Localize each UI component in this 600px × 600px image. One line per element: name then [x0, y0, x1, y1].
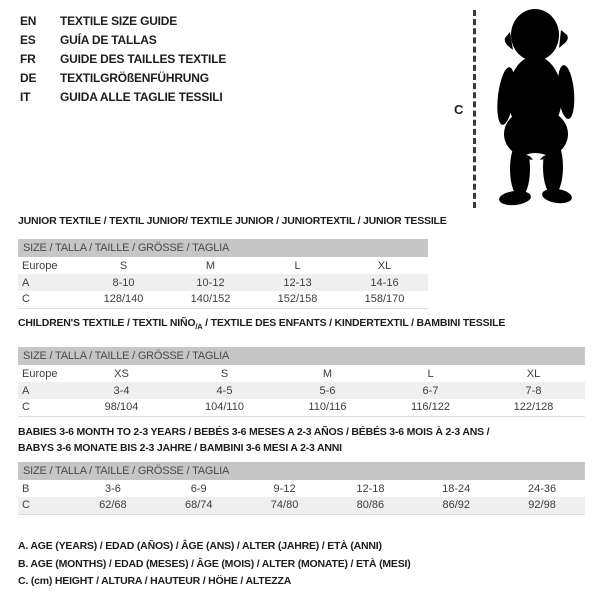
row-label: C: [22, 401, 30, 414]
title-text: / TEXTILE DES ENFANTS / KINDERTEXTIL / BAMBINI TESSILE: [202, 317, 506, 329]
size-value-cell: XL: [377, 259, 392, 272]
junior-textile-section: [18, 215, 447, 309]
size-value-cell: 14-16: [370, 276, 399, 289]
table-row: [18, 365, 585, 382]
section-title: JUNIOR TEXTILE / TEXTIL JUNIOR/ TEXTILE JUNIOR / JUNIORTEXTIL / JUNIOR TESSILE: [18, 215, 447, 227]
size-value-cell: 12-18: [356, 482, 385, 495]
table-row: [18, 480, 585, 497]
table-row: [18, 274, 428, 291]
size-value-cell: 9-12: [273, 482, 296, 495]
size-value-cell: 8-10: [112, 276, 135, 289]
language-label: TEXTILGRÖßENFÜHRUNG: [60, 71, 209, 85]
footnotes: [18, 538, 411, 591]
size-value-cell: 128/140: [103, 293, 144, 306]
size-value-cell: 6-7: [422, 384, 439, 397]
size-value-cell: 140/152: [190, 293, 231, 306]
row-label: Europe: [22, 367, 58, 380]
language-code: EN: [20, 14, 37, 28]
size-value-cell: 4-5: [216, 384, 233, 397]
size-value-cell: 152/158: [277, 293, 318, 306]
table-row: [18, 399, 585, 416]
size-value-cell: XL: [526, 367, 541, 380]
size-value-cell: 98/104: [104, 401, 139, 414]
size-value-cell: 24-36: [528, 482, 557, 495]
size-value-cell: 10-12: [196, 276, 225, 289]
language-row-en: [20, 12, 226, 31]
language-code: IT: [20, 90, 31, 104]
footnote-c: C. (cm) HEIGHT / ALTURA / HAUTEUR / HÖHE / ALTEZZA: [18, 575, 292, 587]
row-label: C: [22, 499, 30, 512]
row-label: B: [22, 482, 30, 495]
title-subscript: /A: [195, 322, 203, 332]
size-value-cell: 3-6: [104, 482, 121, 495]
row-label: A: [22, 276, 30, 289]
height-measure-label: C: [454, 102, 464, 117]
height-measure-dashed-line: [473, 10, 476, 208]
size-value-cell: 62/68: [99, 499, 127, 512]
table-row: [18, 291, 428, 308]
size-value-cell: 80/86: [356, 499, 385, 512]
size-value-cell: 3-4: [113, 384, 130, 397]
footnote-a: A. AGE (YEARS) / EDAD (AÑOS) / ÂGE (ANS) / ALTER (JAHRE) / ETÀ (ANNI): [18, 540, 382, 552]
size-value-cell: S: [220, 367, 229, 380]
language-code: DE: [20, 71, 37, 85]
size-value-cell: 104/110: [205, 401, 244, 414]
row-label: Europe: [22, 259, 58, 272]
size-value-cell: 68/74: [184, 499, 213, 512]
row-label: C: [22, 293, 30, 306]
measurement-figure: [450, 4, 598, 216]
title-line-1: BABIES 3-6 MONTH TO 2-3 YEARS / BEBÉS 3-6 MESES A 2-3 AÑOS / BÉBÉS 3-6 MOIS À 2-3 ANS /: [18, 426, 490, 438]
table-row: [18, 382, 585, 399]
language-label: GUÍA DE TALLAS: [60, 33, 157, 47]
size-header-bar: SIZE / TALLA / TAILLE / GRÖSSE / TAGLIA: [18, 347, 585, 365]
size-value-cell: 86/92: [442, 499, 470, 512]
section-title: [18, 317, 585, 333]
size-value-cell: L: [427, 367, 434, 380]
table-row: [18, 497, 585, 514]
size-value-cell: 12-13: [283, 276, 312, 289]
size-value-cell: 158/170: [364, 293, 405, 306]
size-value-cell: 5-6: [319, 384, 336, 397]
junior-size-table: [18, 257, 428, 309]
language-row-it: [20, 88, 226, 107]
size-value-cell: M: [205, 259, 216, 272]
language-code: ES: [20, 33, 36, 47]
size-value-cell: 7-8: [525, 384, 542, 397]
language-row-es: [20, 31, 226, 50]
size-value-cell: 6-9: [190, 482, 207, 495]
language-list: [20, 12, 226, 107]
table-row: [18, 257, 428, 274]
size-value-cell: 122/128: [513, 401, 554, 414]
language-label: GUIDE DES TAILLES TEXTILE: [60, 52, 227, 66]
title-text: CHILDREN'S TEXTILE / TEXTIL NIÑO: [18, 317, 196, 329]
size-value-cell: 92/98: [528, 499, 556, 512]
language-row-fr: [20, 50, 226, 69]
language-row-de: [20, 69, 226, 88]
size-header-bar: SIZE / TALLA / TAILLE / GRÖSSE / TAGLIA: [18, 239, 428, 257]
size-value-cell: M: [322, 367, 333, 380]
size-value-cell: S: [119, 259, 128, 272]
size-value-cell: XS: [114, 367, 129, 380]
size-value-cell: L: [294, 259, 301, 272]
size-value-cell: 74/80: [270, 499, 299, 512]
toddler-silhouette-image: [482, 4, 594, 212]
size-value-cell: 110/116: [308, 401, 347, 414]
title-line-2: BABYS 3-6 MONATE BIS 2-3 JAHRE / BAMBINI 3-6 MESI A 2-3 ANNI: [18, 442, 342, 454]
size-header-bar: SIZE / TALLA / TAILLE / GRÖSSE / TAGLIA: [18, 462, 585, 480]
row-label: A: [22, 384, 30, 397]
language-code: FR: [20, 52, 36, 66]
babies-size-table: [18, 480, 585, 515]
language-label: GUIDA ALLE TAGLIE TESSILI: [60, 90, 223, 104]
children-size-table: [18, 365, 585, 417]
size-value-cell: 116/122: [411, 401, 450, 414]
children-textile-section: [18, 317, 585, 417]
language-label: TEXTILE SIZE GUIDE: [60, 14, 178, 28]
babies-textile-section: [18, 424, 585, 515]
size-value-cell: 18-24: [442, 482, 471, 495]
section-title: [18, 424, 585, 456]
footnote-b: B. AGE (MONTHS) / EDAD (MESES) / ÂGE (MOIS) / ALTER (MONATE) / ETÀ (MESI): [18, 557, 411, 570]
